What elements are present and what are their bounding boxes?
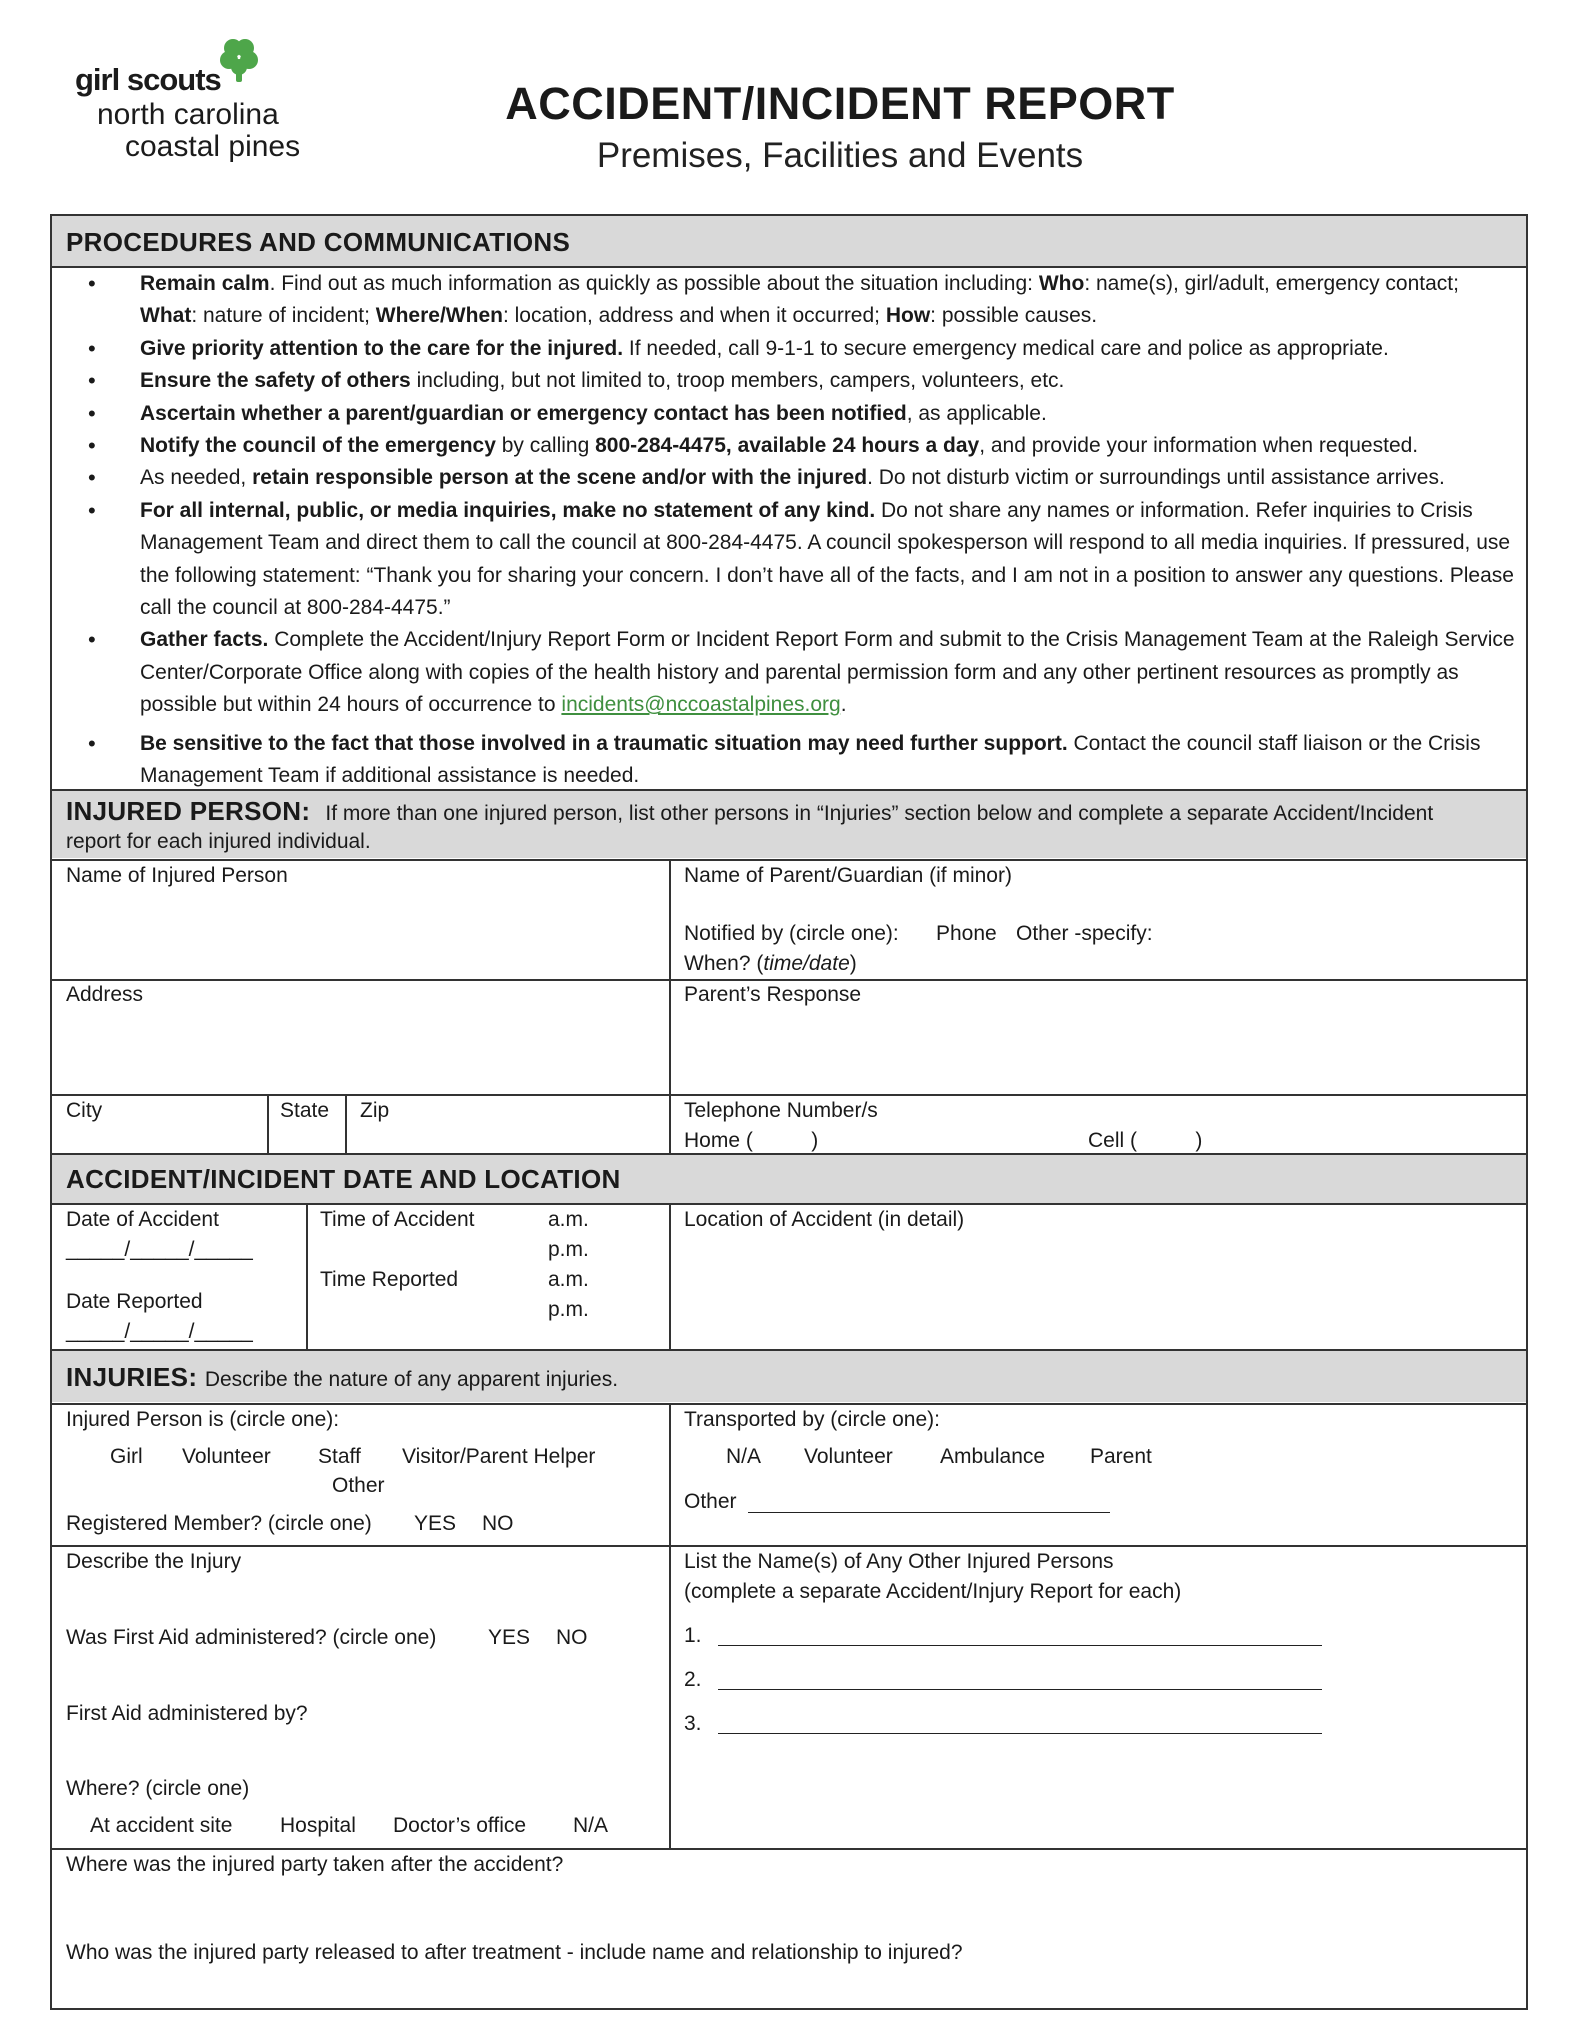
released-to-label: Who was the injured party released to after treatment - include name and relationship to injured?	[66, 1941, 963, 1964]
time-of-accident-label: Time of Accident	[320, 1208, 475, 1231]
other-name-field-2[interactable]	[718, 1689, 1322, 1690]
date-reported-blank[interactable]: _____/_____/_____	[66, 1320, 253, 1343]
procedure-item-retain-person: • As needed, retain responsible person at the scene and/or with the injured. Do not disturb victim or surroundings until assistance arrives.	[66, 462, 1516, 494]
time-reported-label: Time Reported	[320, 1268, 459, 1291]
person-other-option[interactable]: Other	[332, 1474, 385, 1497]
transport-other-label: Other	[684, 1490, 737, 1513]
when-label: When? (time/date)	[684, 952, 857, 975]
injured-person-note-line1: If more than one injured person, list other persons in “Injuries” section below and complete a separate Accident/Incident	[325, 802, 1434, 825]
date-of-accident-blank[interactable]: _____/_____/_____	[66, 1238, 253, 1261]
address-label: Address	[66, 983, 144, 1006]
procedure-item-safety: • Ensure the safety of others including, but not limited to, troop members, campers, volunteers, etc.	[66, 365, 1516, 397]
notified-by-label: Notified by (circle one):	[684, 922, 899, 945]
where-doctor-option[interactable]: Doctor’s office	[393, 1814, 527, 1837]
procedure-item-parent-notified: • Ascertain whether a parent/guardian or emergency contact has been notified, as applicable.	[66, 398, 1516, 430]
person-girl-option[interactable]: Girl	[110, 1445, 143, 1468]
where-na-option[interactable]: N/A	[573, 1814, 609, 1837]
home-phone-label: Home ( )	[684, 1129, 819, 1152]
injured-person-note-line2: report for each injured individual.	[66, 830, 371, 853]
transported-by-label: Transported by (circle one):	[684, 1408, 940, 1431]
other-name-field-3[interactable]	[718, 1733, 1322, 1734]
parent-name-label: Name of Parent/Guardian (if minor)	[684, 864, 1012, 887]
logo-text-line1: girl scouts	[75, 62, 221, 97]
state-label: State	[280, 1099, 330, 1122]
taken-after-label: Where was the injured party taken after the accident?	[66, 1853, 564, 1876]
date-location-heading: ACCIDENT/INCIDENT DATE AND LOCATION	[66, 1164, 621, 1194]
person-volunteer-option[interactable]: Volunteer	[182, 1445, 271, 1468]
person-visitor-option[interactable]: Visitor/Parent Helper	[402, 1445, 596, 1468]
location-label: Location of Accident (in detail)	[684, 1208, 965, 1231]
other-name-number-3: 3.	[684, 1712, 702, 1735]
first-aid-yes-option[interactable]: YES	[488, 1626, 531, 1649]
procedure-item-remain-calm: • Remain calm. Find out as much information as quickly as possible about the situation including: Who: name(s), girl/adult, emergency contact; What: nature of incident; Where/When: location, address and when it occurred; How: possible causes.	[66, 268, 1516, 333]
logo-text-line2: north carolina	[97, 98, 279, 131]
registered-member-label: Registered Member? (circle one)	[66, 1512, 372, 1535]
where-hospital-option[interactable]: Hospital	[280, 1814, 356, 1837]
procedures-heading: PROCEDURES AND COMMUNICATIONS	[66, 227, 571, 257]
transport-volunteer-option[interactable]: Volunteer	[804, 1445, 893, 1468]
other-name-field-1[interactable]	[718, 1645, 1322, 1646]
injuries-note: Describe the nature of any apparent injuries.	[204, 1368, 619, 1391]
parent-response-label: Parent’s Response	[684, 983, 862, 1006]
time-accident-pm-option[interactable]: p.m.	[548, 1238, 589, 1261]
procedure-item-care-injured: • Give priority attention to the care for the injured. If needed, call 9-1-1 to secure emergency medical care and police as appropriate.	[66, 333, 1516, 365]
where-site-option[interactable]: At accident site	[90, 1814, 233, 1837]
time-reported-pm-option[interactable]: p.m.	[548, 1298, 589, 1321]
telephone-label: Telephone Number/s	[684, 1099, 878, 1122]
date-of-accident-label: Date of Accident	[66, 1208, 219, 1231]
transport-na-option[interactable]: N/A	[726, 1445, 762, 1468]
other-name-number-1: 1.	[684, 1624, 702, 1647]
first-aid-no-option[interactable]: NO	[556, 1626, 588, 1649]
time-reported-am-option[interactable]: a.m.	[548, 1268, 589, 1291]
time-accident-am-option[interactable]: a.m.	[548, 1208, 589, 1231]
cell-phone-label: Cell ( )	[1088, 1129, 1203, 1152]
notified-other-option[interactable]: Other -specify:	[1016, 922, 1153, 945]
describe-injury-label: Describe the Injury	[66, 1550, 242, 1573]
injured-person-heading: INJURED PERSON: If more than one injured person, list other persons in “Injuries” section below and complete a separate Accident/Incident	[66, 796, 1434, 826]
registered-yes-option[interactable]: YES	[414, 1512, 457, 1535]
transport-ambulance-option[interactable]: Ambulance	[940, 1445, 1046, 1468]
procedure-item-be-sensitive: • Be sensitive to the fact that those involved in a traumatic situation may need further support. Contact the council staff liaison or the Crisis Management Team if additional assistance is needed.	[66, 728, 1516, 793]
other-names-label-line1: List the Name(s) of Any Other Injured Persons	[684, 1550, 1114, 1573]
procedure-item-notify-council: • Notify the council of the emergency by calling 800-284-4475, available 24 hours a day, and provide your information when requested.	[66, 430, 1516, 462]
logo-text-line3: coastal pines	[125, 130, 301, 163]
first-aid-by-label: First Aid administered by?	[66, 1702, 308, 1725]
page-subtitle: Premises, Facilities and Events	[596, 136, 1084, 175]
city-label: City	[66, 1099, 103, 1122]
injured-name-label: Name of Injured Person	[66, 864, 288, 887]
where-label: Where? (circle one)	[66, 1777, 250, 1800]
other-name-number-2: 2.	[684, 1668, 702, 1691]
date-reported-label: Date Reported	[66, 1290, 203, 1313]
page-title: ACCIDENT/INCIDENT REPORT	[505, 78, 1175, 129]
procedures-list	[66, 268, 1516, 793]
registered-no-option[interactable]: NO	[482, 1512, 514, 1535]
procedure-item-gather-facts: • Gather facts. Complete the Accident/Injury Report Form or Incident Report Form and submit to the Crisis Management Team at the Raleigh Service Center/Corporate Office along with copies of the health history and parental permission form and any other pertinent resources as promptly as possible but within 24 hours of occurrence to incidents@nccoastalpines.org.	[66, 624, 1516, 721]
other-names-label-line2: (complete a separate Accident/Injury Report for each)	[684, 1580, 1182, 1603]
procedure-item-media-inquiries: • For all internal, public, or media inquiries, make no statement of any kind. Do not share any names or information. Refer inquiries to Crisis Management Team and direct them to call the council at 800-284-4475. A council spokesperson will respond to all media inquiries. If pressured, use the following statement: “Thank you for sharing your concern. I don’t have all of the facts, and I am not in a position to answer any questions. Please call the council at 800-284-4475.”	[66, 495, 1516, 625]
injured-person-is-label: Injured Person is (circle one):	[66, 1408, 340, 1431]
injuries-heading: INJURIES: Describe the nature of any apparent injuries.	[66, 1362, 619, 1392]
incidents-email-link[interactable]: incidents@nccoastalpines.org	[561, 693, 841, 717]
transport-other-field[interactable]	[748, 1512, 1110, 1513]
transport-parent-option[interactable]: Parent	[1090, 1445, 1152, 1468]
first-aid-label: Was First Aid administered? (circle one)	[66, 1626, 437, 1649]
person-staff-option[interactable]: Staff	[318, 1445, 361, 1468]
zip-label: Zip	[360, 1099, 390, 1122]
council-logo	[73, 36, 333, 176]
notified-phone-option[interactable]: Phone	[936, 922, 997, 945]
